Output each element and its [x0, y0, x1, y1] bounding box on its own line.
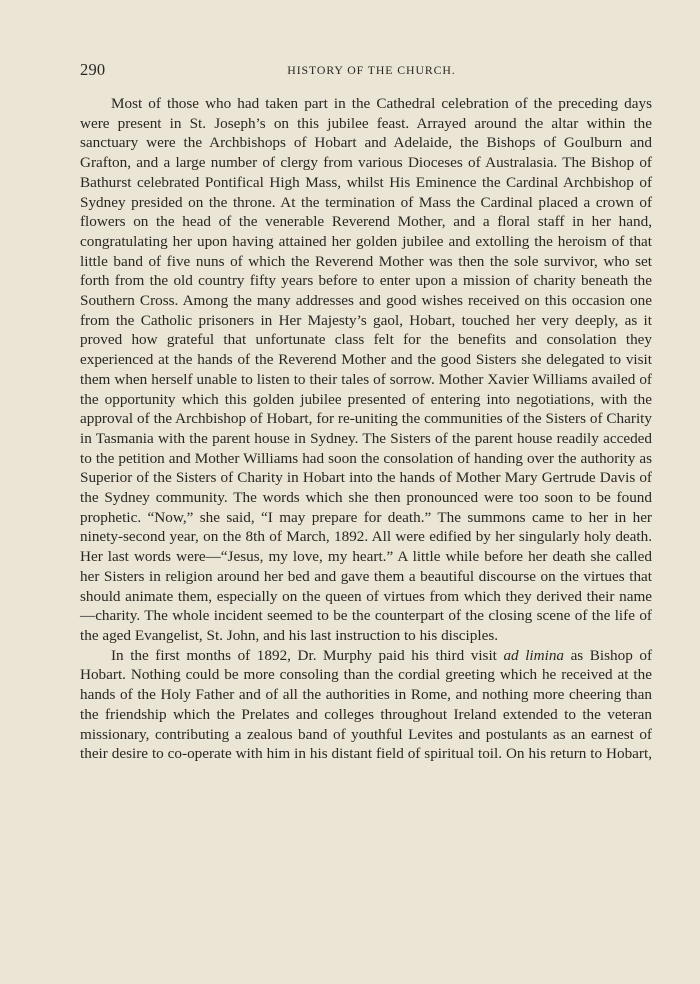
latin-phrase: ad limina [503, 646, 565, 664]
paragraph-ad-limina [80, 646, 652, 764]
paragraph-ad-limina-rest: as Bishop of Hobart. Nothing could be more consoling than the cordial greeting which he received at the hands of the Holy Father and of all the authorities in Rome, and nothing more cheering than the friendship which the Prelates and colleges throughout Ireland extended to the veteran missionary, contributing a zealous band of youthful Levites and postulants as an earnest of their desire to co-operate with him in his distant field of spiritual toil. On his return to Hobart, [80, 646, 653, 763]
body-text [80, 94, 652, 764]
paragraph-ad-limina-start: In the first months of 1892, Dr. Murphy paid his third visit [111, 646, 504, 664]
page-number: 290 [80, 60, 106, 79]
running-title: HISTORY OF THE CHURCH. [287, 63, 456, 77]
page-header [80, 60, 655, 82]
paragraph-jubilee: Most of those who had taken part in the Cathedral celebration of the preceding days were present in St. Joseph’s on this jubilee feast. Arrayed around the altar within the sanctuary were the Archbishops of Hobart and Adelaide, the Bishops of Goulburn and Grafton, and a large number of clergy from various Dioceses of Australasia. The Bishop of Bathurst celebrated Pontifical High Mass, whilst His Eminence the Cardinal Archbishop of Sydney presided on the throne. At the termination of Mass the Cardinal placed a crown of flowers on the head of the venerable Reverend Mother, and a floral staff in her hand, congratulating her upon having attained her golden jubilee and extolling the heroism of that little band of five nuns of which the Reverend Mother was then the sole survivor, who set forth from the old country fifty years before to enter upon a mission of charity beneath the Southern Cross. Among the many addresses and good wishes received on this occasion one from the Catholic prisoners in Her Majesty’s gaol, Hobart, touched her very deeply, as it proved how grateful that unfortunate class felt for the benefits and consolation they experienced at the hands of the Reverend Mother and the good Sisters she delegated to visit them when herself unable to listen to their tales of sorrow. Mother Xavier Williams availed of the opportunity which this golden jubilee presented of entering into negotiations, with the approval of the Archbishop of Hobart, for re-uniting the communities of the Sisters of Charity in Tasmania with the parent house in Sydney. The Sisters of the parent house readily acceded to the petition and Mother Williams had soon the consolation of handing over the authority as Superior of the Sisters of Charity in Hobart into the hands of Mother Mary Gertrude Davis of the Sydney community. The words which she then pronounced were too soon to be found prophetic. “Now,” she said, “I may prepare for death.” The summons came to her in her ninety-second year, on the 8th of March, 1892. All were edified by her singularly holy death. Her last words were—“Jesus, my love, my heart.” A little while before her death she called her Sisters in religion around her bed and gave them a beautiful discourse on the virtues that should animate them, especially on the queen of virtues from which they derived their name—charity. The whole incident seemed to be the counterpart of the closing scene of the life of the aged Evangelist, St. John, and his last instruction to his disciples. [80, 95, 652, 644]
